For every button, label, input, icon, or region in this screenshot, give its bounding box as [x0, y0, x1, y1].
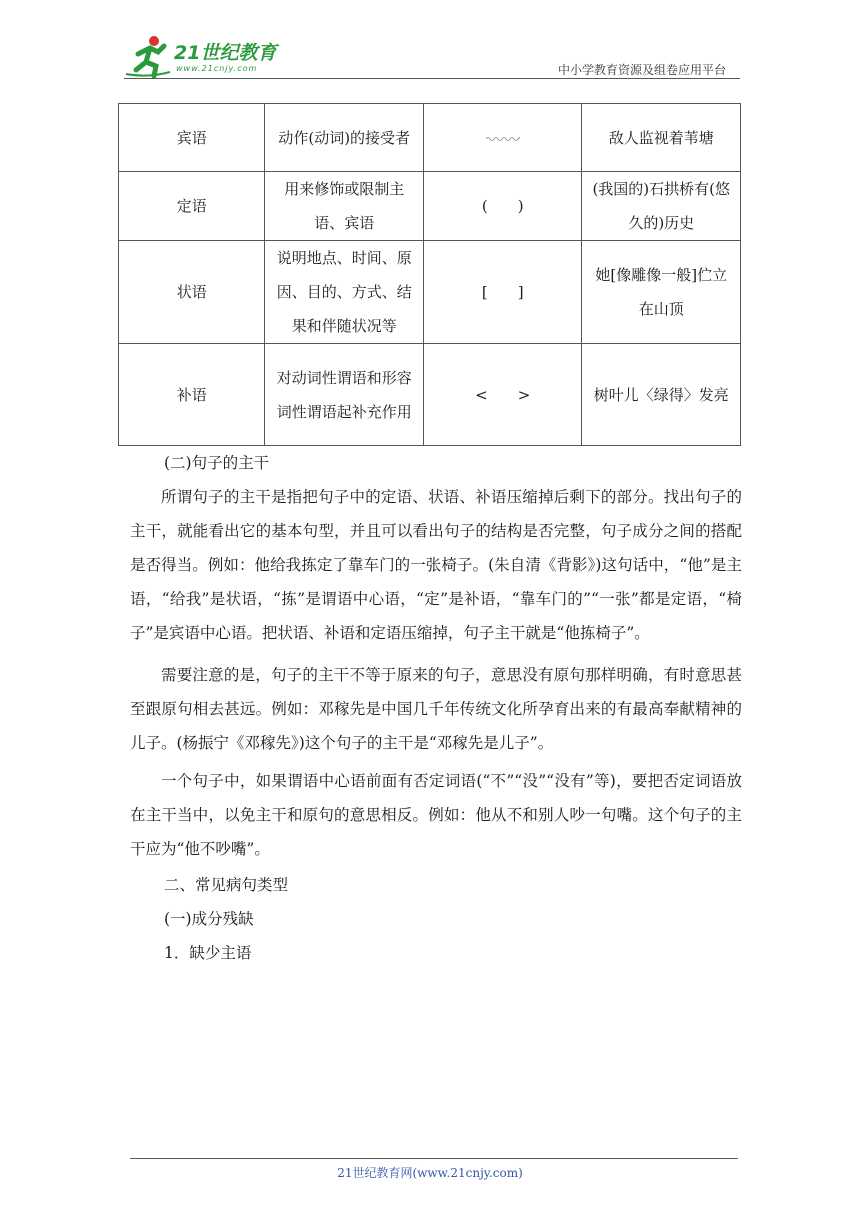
component-description: 用来修饰或限制主语、宾语 [265, 172, 423, 241]
table-row [119, 104, 741, 172]
component-term: 状语 [119, 241, 265, 344]
component-description: 动作(动词)的接受者 [265, 104, 423, 172]
section-heading: 1．缺少主语 [164, 944, 252, 962]
section-heading: 二、常见病句类型 [164, 876, 289, 894]
main-content [130, 446, 742, 970]
footer-link[interactable]: 21世纪教育网(www.21cnjy.com) [337, 1166, 523, 1180]
page-header [124, 30, 740, 80]
site-logo[interactable] [124, 34, 294, 78]
runner-logo-icon [124, 34, 172, 78]
component-term: 定语 [119, 172, 265, 241]
component-example: 树叶儿〈绿得〉发亮 [582, 344, 741, 446]
table-row [119, 241, 741, 344]
component-example: 敌人监视着苇塘 [582, 104, 741, 172]
table-row [119, 172, 741, 241]
footer-divider [130, 1158, 738, 1159]
header-divider [124, 78, 740, 79]
wavy-underline-icon [486, 136, 520, 142]
platform-name: 中小学教育资源及组卷应用平台 [557, 63, 726, 77]
component-mark [423, 104, 582, 172]
component-description: 说明地点、时间、原因、目的、方式、结果和伴随状况等 [265, 241, 423, 344]
component-description: 对动词性谓语和形容词性谓语起补充作用 [265, 344, 423, 446]
component-term: 宾语 [119, 104, 265, 172]
logo-text: 21世纪教育 [174, 42, 277, 64]
logo-url: www.21cnjy.com [176, 64, 258, 73]
component-mark: < > [423, 344, 582, 446]
component-mark: [ ] [423, 241, 582, 344]
paragraph: 需要注意的是，句子的主干不等于原来的句子，意思没有原句那样明确，有时意思甚至跟原句相去甚远。例如：邓稼先是中国几千年传统文化所孕育出来的有最高奉献精神的儿子。(杨振宁《邓稼先》)这个句子的主干是“邓稼先是儿子”。 [130, 666, 742, 752]
table-row [119, 344, 741, 446]
component-example: (我国的)石拱桥有(悠久的)历史 [582, 172, 741, 241]
paragraph: 一个句子中，如果谓语中心语前面有否定词语(“不”“没”“没有”等)，要把否定词语放在主干当中，以免主干和原句的意思相反。例如：他从不和别人吵一句嘴。这个句子的主干应为“他不吵嘴”。 [130, 772, 742, 858]
component-term: 补语 [119, 344, 265, 446]
paragraph: 所谓句子的主干是指把句子中的定语、状语、补语压缩掉后剩下的部分。找出句子的主干，就能看出它的基本句型，并且可以看出句子的结构是否完整，句子成分之间的搭配是否得当。例如：他给我拣定了靠车门的一张椅子。(朱自清《背影》)这句话中，“他”是主语，“给我”是状语，“拣”是谓语中心语，“定”是补语，“靠车门的”“一张”都是定语，“椅子”是宾语中心语。把状语、补语和定语压缩掉，句子主干就是“他拣椅子”。 [130, 488, 742, 642]
component-mark: ( ) [423, 172, 582, 241]
component-example: 她[像雕像一般]伫立在山顶 [582, 241, 741, 344]
section-heading: (一)成分残缺 [164, 910, 254, 928]
sentence-component-table [118, 103, 741, 446]
section-heading: (二)句子的主干 [164, 454, 270, 472]
